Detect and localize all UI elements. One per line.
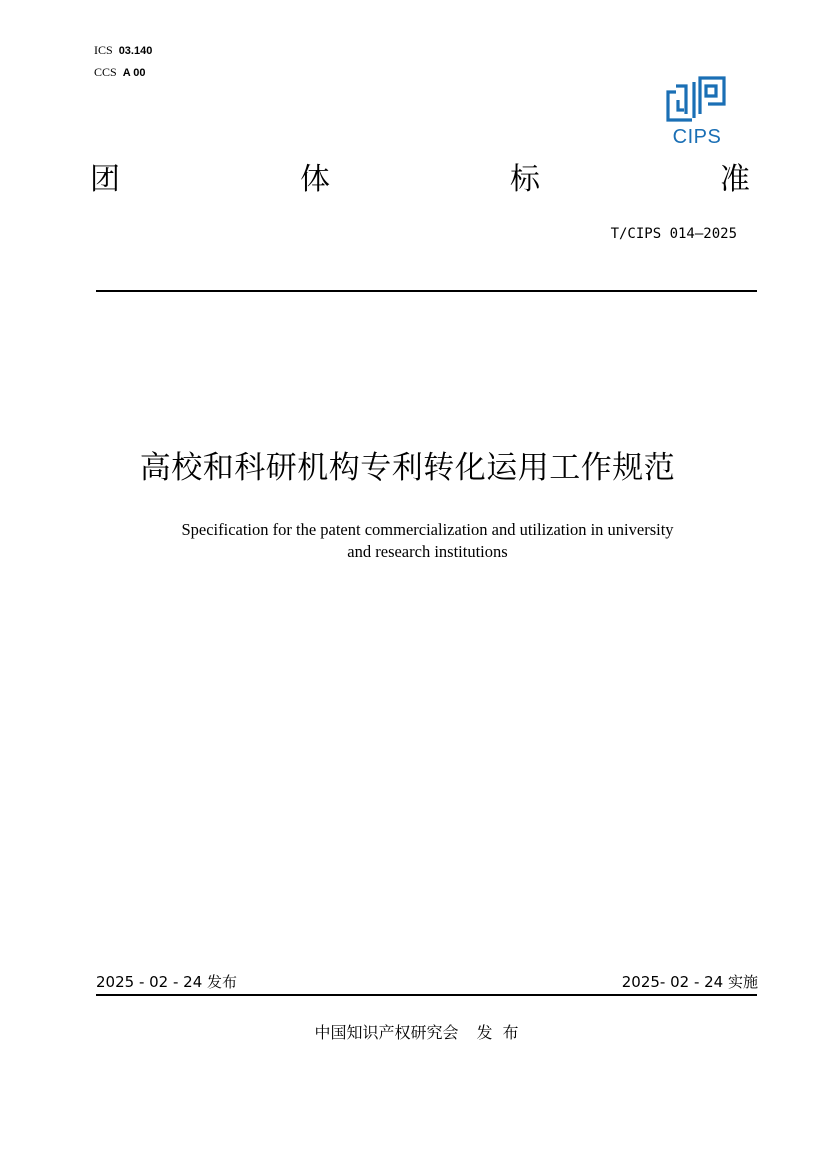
release-date: 2025 - 02 - 24 发布 bbox=[96, 973, 238, 991]
document-title-cn: 高校和科研机构专利转化运用工作规范 bbox=[139, 450, 676, 486]
document-title-en bbox=[0, 519, 815, 563]
bottom-divider bbox=[96, 994, 757, 996]
standard-type bbox=[90, 160, 750, 200]
publisher-action: 发布 bbox=[476, 1023, 529, 1042]
top-divider bbox=[96, 290, 757, 292]
standard-type-char-1: 团 bbox=[90, 162, 120, 197]
standard-type-char-3: 标 bbox=[510, 162, 540, 197]
title-en-line-2: and research institutions bbox=[347, 542, 508, 561]
logo-text: CIPS bbox=[672, 126, 722, 148]
publisher-org: 中国知识产权研究会 bbox=[314, 1023, 459, 1042]
ics-label: ICS bbox=[94, 43, 113, 57]
cips-logo bbox=[664, 74, 734, 150]
ccs-row bbox=[94, 62, 152, 84]
ics-row bbox=[94, 40, 152, 62]
standard-code: T/CIPS 014—2025 bbox=[610, 226, 737, 242]
publisher-line bbox=[0, 1020, 815, 1043]
classification-block bbox=[94, 40, 152, 84]
cips-emblem-icon bbox=[664, 74, 730, 126]
ccs-label: CCS bbox=[94, 65, 117, 79]
implementation-date: 2025- 02 - 24 实施 bbox=[621, 973, 758, 991]
ccs-value: A 00 bbox=[122, 67, 146, 79]
title-en-line-1: Specification for the patent commercialization and utilization in university bbox=[181, 520, 674, 539]
ics-value: 03.140 bbox=[118, 45, 153, 57]
standard-type-char-4: 准 bbox=[720, 162, 750, 197]
standard-type-char-2: 体 bbox=[300, 162, 330, 197]
